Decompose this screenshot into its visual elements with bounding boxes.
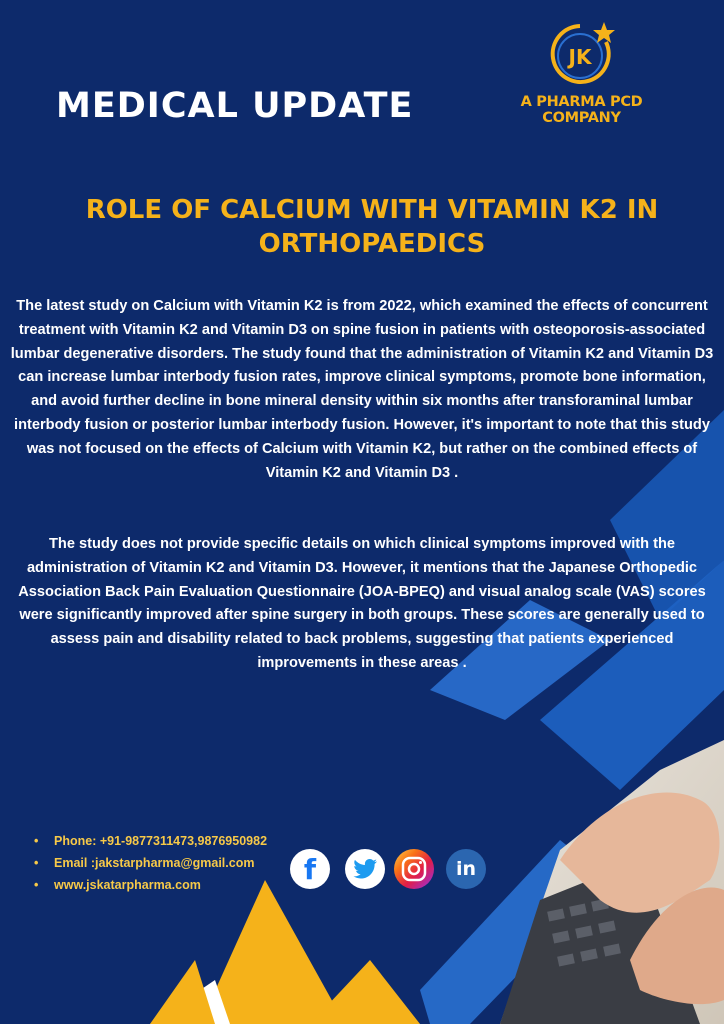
article-title-line1: ROLE OF CALCIUM WITH VITAMIN K2 IN — [85, 195, 659, 225]
logo-text: JK — [568, 45, 592, 69]
linkedin-glyph: in — [455, 858, 477, 880]
article-paragraph-2: The study does not provide specific details on which clinical symptoms improved with the administration of Vitamin K2 and Vitamin D3. However, it mentions that the Japanese Orthopedic Association Back Pain Evaluation Questionnaire (JOA-BPEQ) and visual analog scale (VAS) scores were significantly improved after spine surgery in both groups. These scores are generally used to assess pain and disability related to back problems, suggesting that patients experienced improvements in these areas . — [18, 536, 706, 671]
email-text: Email :jakstarpharma@gmail.com — [54, 856, 255, 870]
phone-text: Phone: +91-9877311473,9876950982 — [54, 834, 268, 848]
bullet-icon: • — [34, 856, 39, 870]
bullet-icon: • — [34, 834, 39, 848]
facebook-glyph: f — [303, 852, 317, 886]
instagram-camera-icon — [401, 856, 427, 882]
header-title: MEDICAL UPDATE — [56, 86, 414, 126]
website-text: www.jskatarpharma.com — [54, 878, 201, 892]
twitter-bird-icon — [353, 859, 377, 879]
article-title — [40, 193, 704, 261]
facebook-icon[interactable] — [290, 849, 330, 889]
contact-phone — [34, 830, 267, 852]
article-paragraph-1: The latest study on Calcium with Vitamin K2 is from 2022, which examined the effects of concurrent treatment with Vitamin K2 and Vitamin D3 on spine fusion in patients with osteoporosis-associated lumbar degenerative disorders. The study found that the administration of Vitamin K2 and Vitamin D3 can increase lumbar interbody fusion rates, improve clinical symptoms, promote bone information, and avoid further decline in bone mineral density within six months after transforaminal lumbar interbody fusion or posterior lumbar interbody fusion. However, it's important to note that this study was not focused on the effects of Calcium with Vitamin K2, but rather on the combined effects of Vitamin K2 and Vitamin D3 . — [10, 298, 714, 481]
linkedin-icon[interactable] — [446, 849, 486, 889]
contact-list — [34, 830, 267, 896]
article-title-line2: ORTHOPAEDICS — [258, 229, 486, 259]
twitter-icon[interactable] — [345, 849, 385, 889]
instagram-icon[interactable] — [394, 849, 434, 889]
bullet-icon: • — [34, 878, 39, 892]
company-logo — [540, 20, 620, 90]
company-tagline: A PHARMA PCD COMPANY — [520, 94, 643, 126]
contact-website — [34, 874, 267, 896]
contact-email — [34, 852, 267, 874]
